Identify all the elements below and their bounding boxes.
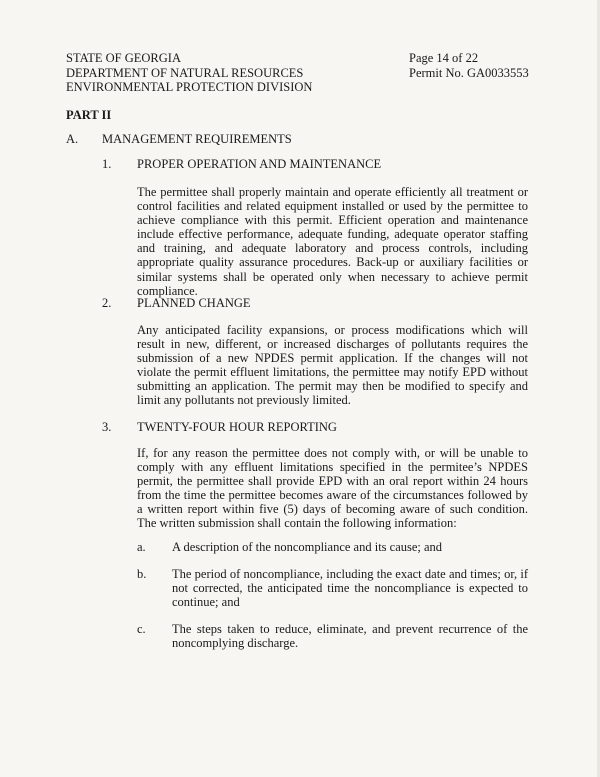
item-paragraph: Any anticipated facility expansions, or process modifications which will result in new, different, or increased discharges of pollutants requires the submission of a new NPDES permit application. If the changes will not violate the permit effluent limitations, the permittee may notify EPD without submitting an application. The permit may then be modified to specify and limit any pollutants not previously limited. bbox=[137, 323, 528, 408]
section-letter: A. bbox=[66, 132, 79, 146]
subitem-letter: c. bbox=[137, 622, 146, 636]
item-title: PLANNED CHANGE bbox=[137, 296, 251, 310]
item-number: 3. bbox=[102, 420, 112, 434]
item-paragraph: If, for any reason the permittee does not comply with, or will be unable to comply with any effluent limitations specified in the permitee’s NPDES permit, the permittee shall provide EPD with an oral report within 24 hours from the time the permittee becomes aware of the circumstances followed by a written report within five (5) days of becoming aware of such condition. The written submission shall contain the following information: bbox=[137, 446, 528, 531]
subitem-letter: a. bbox=[137, 540, 146, 554]
subitem-text: The steps taken to reduce, eliminate, and prevent recurrence of the noncomplying discharge. bbox=[172, 622, 528, 651]
agency-header bbox=[66, 51, 312, 95]
agency-state: STATE OF GEORGIA bbox=[66, 51, 181, 65]
subitem-text: The period of noncompliance, including the exact date and times; or, if not corrected, the anticipated time the noncompliance is expected to continue; and bbox=[172, 567, 528, 610]
page-info-header bbox=[409, 51, 529, 80]
section-title: MANAGEMENT REQUIREMENTS bbox=[102, 132, 292, 146]
item-paragraph: The permittee shall properly maintain and operate efficiently all treatment or control facilities and related equipment installed or used by the permittee to achieve compliance with this permit. Efficient operation and maintenance include effective performance, adequate funding, adequate operator staffing and training, and adequate laboratory and process controls, including appropriate quality assurance procedures. Back-up or auxiliary facilities or similar systems shall be operated only when necessary to achieve permit compliance. bbox=[137, 185, 528, 298]
agency-department: DEPARTMENT OF NATURAL RESOURCES bbox=[66, 65, 304, 80]
item-number: 1. bbox=[102, 157, 112, 171]
subitem-text: A description of the noncompliance and its cause; and bbox=[172, 540, 443, 554]
permit-number: Permit No. GA0033553 bbox=[409, 65, 529, 80]
agency-division: ENVIRONMENTAL PROTECTION DIVISION bbox=[66, 80, 313, 94]
part-heading: PART II bbox=[66, 108, 112, 122]
item-title: TWENTY-FOUR HOUR REPORTING bbox=[137, 420, 337, 434]
item-number: 2. bbox=[102, 296, 112, 310]
item-title: PROPER OPERATION AND MAINTENANCE bbox=[137, 157, 382, 171]
subitem-letter: b. bbox=[137, 567, 147, 581]
page-number: Page 14 of 22 bbox=[409, 51, 479, 65]
